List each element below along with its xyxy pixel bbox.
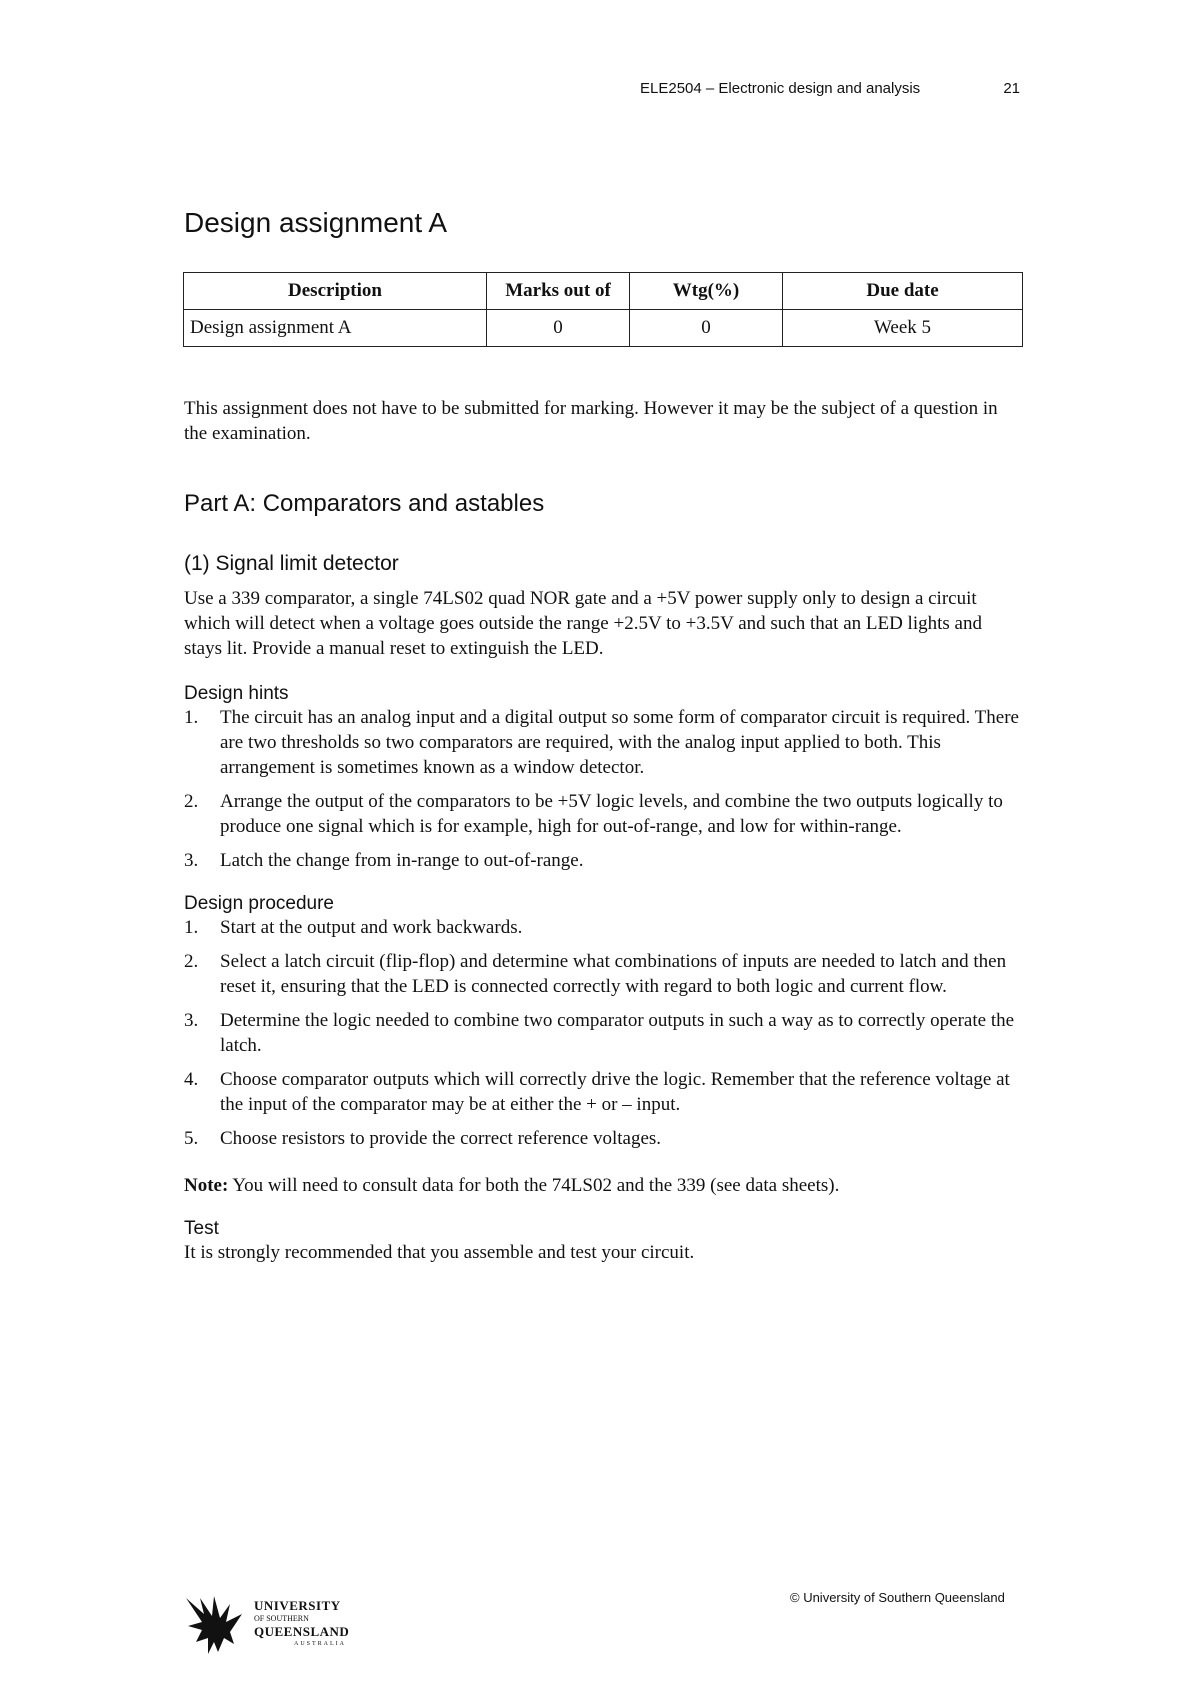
table-cell: 0 [630,310,783,347]
procedure-heading: Design procedure [184,893,334,914]
table-cell: Design assignment A [184,310,487,347]
item-text: Latch the change from in-range to out-of-range. [220,850,584,871]
item-text: Select a latch circuit (flip-flop) and determine what combinations of inputs are needed to latch and then reset it, ensuring that the LED is connected correctly with regard to both logic and current flow. [220,951,1007,997]
table-cell: 0 [487,310,630,347]
list-item [184,1008,1024,1058]
item-number: 3. [184,1010,199,1031]
intro-paragraph: This assignment does not have to be submitted for marking. However it may be the subject of a question in the examination. [184,398,998,444]
item-text: Determine the logic needed to combine two comparator outputs in such a way as to correctly operate the latch. [220,1010,1015,1056]
item-text: The circuit has an analog input and a digital output so some form of comparator circuit is required. There are two thresholds so two comparators are required, with the analog input applied to both. This arrangement is sometimes known as a window detector. [220,707,1019,778]
test-heading: Test [184,1218,219,1239]
item-number: 1. [184,707,199,728]
logo-line: OF SOUTHERN [254,1614,309,1623]
assessment-table [183,272,1023,347]
note-paragraph [184,1173,1024,1198]
logo-line: UNIVERSITY [254,1598,341,1613]
university-logo [184,1590,354,1660]
column-header: Due date [783,273,1023,310]
list-item [184,1126,1024,1151]
item-text: Arrange the output of the comparators to be +5V logic levels, and combine the two outputs logically to produce one signal which is for example, high for out-of-range, and low for within-range. [220,791,1003,837]
note-label: Note: [184,1175,229,1196]
page-number: 21 [1003,80,1020,97]
list-item [184,949,1024,999]
table-header-row [184,273,1023,310]
item-number: 2. [184,951,199,972]
item-number: 4. [184,1069,199,1090]
item-number: 5. [184,1128,199,1149]
hints-list [184,705,1024,873]
section-body: Use a 339 comparator, a single 74LS02 quad NOR gate and a +5V power supply only to design a circuit which will detect when a voltage goes outside the range +2.5V to +3.5V and such that an LED lights and stays lit. Provide a manual reset to extinguish the LED. [184,588,982,659]
table-row [184,310,1023,347]
table-cell: Week 5 [783,310,1023,347]
item-text: Choose resistors to provide the correct reference voltages. [220,1128,662,1149]
list-item [184,1067,1024,1117]
copyright-notice: © University of Southern Queensland [790,1590,1005,1605]
page-title: Design assignment A [184,207,448,238]
running-header [640,80,1020,97]
logo-line: QUEENSLAND [254,1624,350,1639]
item-text: Start at the output and work backwards. [220,917,523,938]
item-number: 2. [184,791,199,812]
item-number: 3. [184,850,199,871]
test-body: It is strongly recommended that you assemble and test your circuit. [184,1242,695,1263]
procedure-list [184,915,1024,1151]
hints-heading: Design hints [184,683,289,704]
list-item [184,915,1024,940]
note-text: You will need to consult data for both the 74LS02 and the 339 (see data sheets). [228,1175,840,1196]
list-item [184,789,1024,839]
course-title: ELE2504 – Electronic design and analysis [640,80,921,97]
logo-line: AUSTRALIA [294,1641,346,1647]
main-content [184,396,1024,1265]
item-text: Choose comparator outputs which will correctly drive the logic. Remember that the reference voltage at the input of the comparator may be at either the + or – input. [220,1069,1010,1115]
column-header: Wtg(%) [630,273,783,310]
part-a-heading: Part A: Comparators and astables [184,490,545,517]
list-item [184,705,1024,780]
list-item [184,848,1024,873]
column-header: Marks out of [487,273,630,310]
item-number: 1. [184,917,199,938]
column-header: Description [184,273,487,310]
bird-emblem-icon [184,1592,246,1658]
section-heading: (1) Signal limit detector [184,552,399,575]
